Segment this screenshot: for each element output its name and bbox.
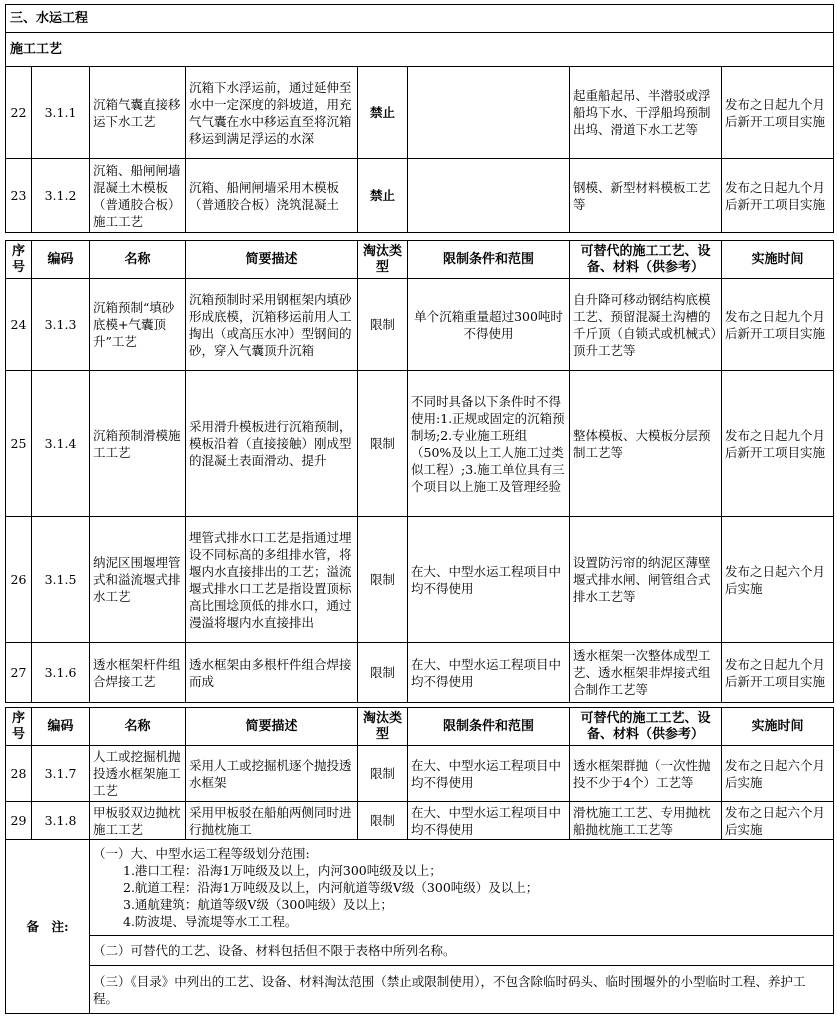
notes-item-1-title: （一）大、中型水运工程等级划分范围: bbox=[93, 846, 310, 861]
notes-item-2: （二）可替代的工艺、设备、材料包括但不限于表格中所列名称。 bbox=[90, 936, 834, 966]
header-description: 简要描述 bbox=[186, 241, 358, 279]
table-header-row bbox=[6, 241, 834, 279]
row-alternative: 透水框架一次整体成型工艺、透水框架非焊接式组合制作工艺等 bbox=[570, 643, 722, 703]
row-limit: 在大、中型水运工程项目中均不得使用 bbox=[408, 802, 570, 840]
row-time: 发布之日起九个月后新开工项目实施 bbox=[722, 67, 834, 159]
table-row bbox=[6, 517, 834, 643]
row-number: 29 bbox=[6, 802, 32, 840]
table-row bbox=[6, 746, 834, 802]
row-time: 发布之日起九个月后新开工项目实施 bbox=[722, 159, 834, 233]
notes-sub-item: 2.航道工程：沿海1万吨级及以上，内河航道等级Ⅴ级（300吨级）及以上； bbox=[123, 880, 539, 895]
header-code: 编码 bbox=[32, 241, 90, 279]
header-type: 淘汰类型 bbox=[358, 241, 408, 279]
header-limit: 限制条件和范围 bbox=[408, 708, 570, 746]
row-code: 3.1.1 bbox=[32, 67, 90, 159]
row-alternative: 整体模板、大模板分层预制工艺等 bbox=[570, 371, 722, 517]
row-alternative: 滑枕施工工艺、专用抛枕船抛枕施工工艺等 bbox=[570, 802, 722, 840]
row-code: 3.1.4 bbox=[32, 371, 90, 517]
header-limit: 限制条件和范围 bbox=[408, 241, 570, 279]
row-name: 沉箱预制“填砂底模+气囊顶升”工艺 bbox=[90, 279, 186, 371]
notes-row bbox=[6, 936, 834, 966]
row-time: 发布之日起六个月后实施 bbox=[722, 746, 834, 802]
section-title: 三、水运工程 bbox=[6, 5, 834, 33]
row-type: 禁止 bbox=[358, 159, 408, 233]
row-limit: 在大、中型水运工程项目中均不得使用 bbox=[408, 746, 570, 802]
row-type: 限制 bbox=[358, 802, 408, 840]
row-type: 限制 bbox=[358, 746, 408, 802]
row-number: 25 bbox=[6, 371, 32, 517]
row-time: 发布之日起六个月后实施 bbox=[722, 517, 834, 643]
row-alternative: 起重船起吊、半潜驳或浮船坞下水、干浮船坞预制出坞、滑道下水工艺等 bbox=[570, 67, 722, 159]
row-number: 26 bbox=[6, 517, 32, 643]
header-code: 编码 bbox=[32, 708, 90, 746]
row-description: 埋管式排水口工艺是指通过埋设不同标高的多组排水管，将堰内水直接排出的工艺；溢流堰式排水口工艺是指设置顶标高比围埝顶低的排水口，通过漫溢将堰内水直接排出 bbox=[186, 517, 358, 643]
row-limit: 单个沉箱重量超过300吨时不得使用 bbox=[408, 279, 570, 371]
row-name: 沉箱预制滑模施工工艺 bbox=[90, 371, 186, 517]
table-row bbox=[6, 67, 834, 159]
row-name: 沉箱、船闸闸墙混凝土木模板（普通胶合板）施工工艺 bbox=[90, 159, 186, 233]
row-type: 禁止 bbox=[358, 67, 408, 159]
row-limit: 在大、中型水运工程项目中均不得使用 bbox=[408, 643, 570, 703]
row-limit bbox=[408, 67, 570, 159]
table-row bbox=[6, 643, 834, 703]
row-number: 24 bbox=[6, 279, 32, 371]
header-name: 名称 bbox=[90, 708, 186, 746]
row-description: 沉箱预制时采用钢框架内填砂形成底模，沉箱移运前用人工掏出（或高压水冲）型钢间的砂，穿入气囊顶升沉箱 bbox=[186, 279, 358, 371]
table-row bbox=[6, 279, 834, 371]
row-number: 23 bbox=[6, 159, 32, 233]
row-code: 3.1.2 bbox=[32, 159, 90, 233]
row-description: 采用滑升模板进行沉箱预制，模板沿着（直接接触）刚成型的混凝土表面滑动、提升 bbox=[186, 371, 358, 517]
table-part-3 bbox=[5, 707, 834, 1014]
row-time: 发布之日起九个月后新开工项目实施 bbox=[722, 371, 834, 517]
subsection-title: 施工工艺 bbox=[6, 33, 834, 67]
header-alternative: 可替代的施工工艺、设备、材料（供参考） bbox=[570, 241, 722, 279]
row-description: 沉箱、船闸闸墙采用木模板（普通胶合板）浇筑混凝土 bbox=[186, 159, 358, 233]
row-limit: 在大、中型水运工程项目中均不得使用 bbox=[408, 517, 570, 643]
row-alternative: 钢模、新型材料模板工艺等 bbox=[570, 159, 722, 233]
header-name: 名称 bbox=[90, 241, 186, 279]
row-name: 透水框架杆件组合焊接工艺 bbox=[90, 643, 186, 703]
row-name: 甲板驳双边抛枕施工工艺 bbox=[90, 802, 186, 840]
row-number: 27 bbox=[6, 643, 32, 703]
row-description: 采用人工或挖掘机逐个抛投透水框架 bbox=[186, 746, 358, 802]
row-time: 发布之日起九个月后新开工项目实施 bbox=[722, 279, 834, 371]
notes-sub-item: 3.通航建筑：航道等级Ⅴ级（300吨级）及以上； bbox=[123, 897, 393, 912]
header-type: 淘汰类型 bbox=[358, 708, 408, 746]
row-code: 3.1.6 bbox=[32, 643, 90, 703]
notes-row bbox=[6, 840, 834, 936]
notes-label: 备 注: bbox=[6, 840, 90, 1014]
row-type: 限制 bbox=[358, 643, 408, 703]
header-alternative: 可替代的施工工艺、设备、材料（供参考） bbox=[570, 708, 722, 746]
row-description: 沉箱下水浮运前，通过延伸至水中一定深度的斜坡道，用充气气囊在水中移运直至将沉箱移运到满足浮运的水深 bbox=[186, 67, 358, 159]
notes-item-1 bbox=[90, 840, 834, 936]
header-description: 简要描述 bbox=[186, 708, 358, 746]
row-time: 发布之日起九个月后新开工项目实施 bbox=[722, 643, 834, 703]
table-part-2 bbox=[5, 240, 834, 703]
row-number: 22 bbox=[6, 67, 32, 159]
row-type: 限制 bbox=[358, 279, 408, 371]
header-time: 实施时间 bbox=[722, 708, 834, 746]
row-name: 纳泥区围堰埋管式和溢流堰式排水工艺 bbox=[90, 517, 186, 643]
table-part-1 bbox=[5, 4, 834, 233]
row-alternative: 自升降可移动钢结构底模工艺、预留混凝土沟槽的千斤顶（自锁式或机械式）顶升工艺等 bbox=[570, 279, 722, 371]
row-alternative: 设置防污帘的纳泥区薄壁堰式排水闸、闸管组合式排水工艺等 bbox=[570, 517, 722, 643]
header-number: 序号 bbox=[6, 241, 32, 279]
row-type: 限制 bbox=[358, 371, 408, 517]
row-limit: 不同时具备以下条件时不得使用:1.正规或固定的沉箱预制场;2.专业施工班组（50%及以上工人施工过类似工程）;3.施工单位具有三个项目以上施工及管理经验 bbox=[408, 371, 570, 517]
row-time: 发布之日起六个月后实施 bbox=[722, 802, 834, 840]
row-alternative: 透水框架群抛（一次性抛投不少于4个）工艺等 bbox=[570, 746, 722, 802]
row-code: 3.1.8 bbox=[32, 802, 90, 840]
table-header-row bbox=[6, 708, 834, 746]
row-number: 28 bbox=[6, 746, 32, 802]
row-name: 人工或挖掘机抛投透水框架施工工艺 bbox=[90, 746, 186, 802]
notes-row bbox=[6, 966, 834, 1014]
table-row bbox=[6, 371, 834, 517]
row-type: 限制 bbox=[358, 517, 408, 643]
header-number: 序号 bbox=[6, 708, 32, 746]
notes-sub-item: 4.防波堤、导流堤等水工工程。 bbox=[123, 914, 298, 929]
row-name: 沉箱气囊直接移运下水工艺 bbox=[90, 67, 186, 159]
row-code: 3.1.3 bbox=[32, 279, 90, 371]
row-description: 透水框架由多根杆件组合焊接而成 bbox=[186, 643, 358, 703]
header-time: 实施时间 bbox=[722, 241, 834, 279]
table-row bbox=[6, 159, 834, 233]
row-code: 3.1.5 bbox=[32, 517, 90, 643]
table-row bbox=[6, 802, 834, 840]
notes-sub-item: 1.港口工程：沿海1万吨级及以上，内河300吨级及以上； bbox=[123, 863, 442, 878]
row-limit bbox=[408, 159, 570, 233]
row-description: 采用甲板驳在船舶两侧同时进行抛枕施工 bbox=[186, 802, 358, 840]
notes-item-3: （三）《目录》中列出的工艺、设备、材料淘汰范围（禁止或限制使用），不包含除临时码头、临时围堰外的小型临时工程、养护工程。 bbox=[90, 966, 834, 1014]
row-code: 3.1.7 bbox=[32, 746, 90, 802]
